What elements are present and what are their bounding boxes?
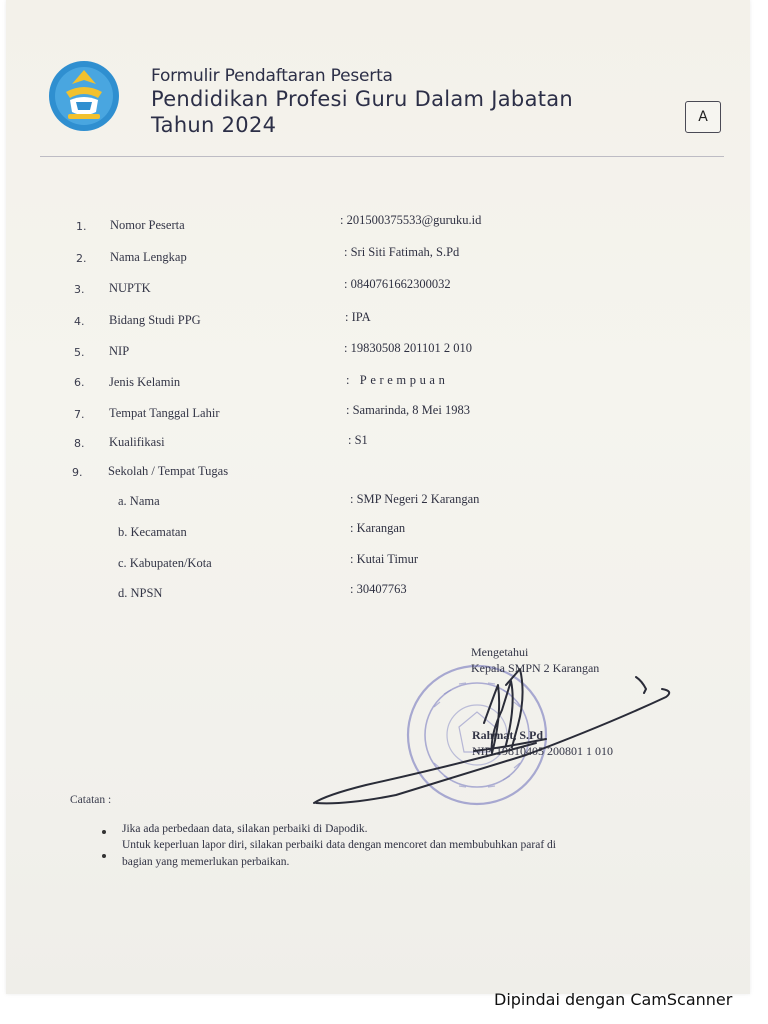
- field-value: : Sri Siti Fatimah, S.Pd: [344, 245, 460, 259]
- field-label: Jenis Kelamin: [109, 375, 181, 389]
- sign-title: Mengetahui: [471, 645, 529, 659]
- form-year: Tahun 2024: [151, 113, 277, 137]
- school-field-label: a. Nama: [118, 494, 160, 508]
- note-item: Untuk keperluan lapor diri, silakan perbaiki data dengan mencoret dan membubuhkan paraf di: [122, 839, 556, 851]
- school-field-value: : Kutai Timur: [350, 552, 419, 566]
- school-field-label: d. NPSN: [118, 586, 163, 600]
- field-value: : S1: [348, 433, 368, 447]
- scanner-watermark: Dipindai dengan CamScanner: [494, 990, 733, 1009]
- field-value: : 19830508 201101 2 010: [344, 341, 473, 355]
- field-label: NIP: [109, 344, 130, 358]
- school-field-label: b. Kecamatan: [118, 525, 187, 539]
- field-label: NUPTK: [109, 281, 151, 295]
- field-number: 4.: [74, 315, 85, 328]
- field-label: Tempat Tanggal Lahir: [109, 406, 220, 420]
- form-subtitle: Formulir Pendaftaran Peserta: [151, 66, 393, 86]
- field-value: : Perempuan: [346, 373, 449, 387]
- field-number: 6.: [74, 376, 85, 389]
- field-label: Bidang Studi PPG: [109, 313, 201, 327]
- form-header: [151, 66, 573, 138]
- field-label: Kualifikasi: [109, 435, 165, 449]
- bullet-icon: [102, 854, 106, 858]
- field-number: 9.: [72, 466, 83, 479]
- field-number: 2.: [76, 252, 87, 265]
- school-field-label: c. Kabupaten/Kota: [118, 556, 212, 570]
- field-label: Sekolah / Tempat Tugas: [108, 464, 229, 478]
- field-label: Nomor Peserta: [110, 218, 185, 232]
- field-value: : IPA: [345, 310, 371, 324]
- handwritten-signature: [306, 655, 686, 815]
- school-field-value: : 30407763: [350, 582, 407, 596]
- field-number: 8.: [74, 437, 85, 450]
- field-value: : 201500375533@guruku.id: [340, 213, 482, 227]
- school-field-value: : Karangan: [350, 521, 406, 535]
- note-item: bagian yang memerlukan perbaikan.: [122, 856, 290, 868]
- field-label: Nama Lengkap: [110, 250, 187, 264]
- form-code-box: A: [685, 101, 721, 133]
- sign-role: Kepala SMPN 2 Karangan: [471, 661, 600, 675]
- field-number: 7.: [74, 408, 85, 421]
- document-page: [6, 0, 750, 994]
- school-field-value: : SMP Negeri 2 Karangan: [350, 492, 480, 506]
- form-title: Pendidikan Profesi Guru Dalam Jabatan: [151, 87, 574, 111]
- sign-name: Rahmat, S.Pd: [472, 728, 544, 742]
- tut-wuri-handayani-logo: [46, 58, 122, 134]
- header-divider: [40, 156, 724, 157]
- note-item: Jika ada perbedaan data, silakan perbaiki di Dapodik.: [122, 823, 368, 835]
- notes-title: Catatan :: [70, 794, 112, 806]
- field-number: 1.: [76, 220, 87, 233]
- bullet-icon: [102, 830, 106, 834]
- field-value: : 0840761662300032: [344, 277, 451, 291]
- field-number: 3.: [74, 283, 85, 296]
- field-number: 5.: [74, 346, 85, 359]
- sign-nip: NIP. 19810405 200801 1 010: [472, 744, 614, 758]
- field-value: : Samarinda, 8 Mei 1983: [346, 403, 470, 417]
